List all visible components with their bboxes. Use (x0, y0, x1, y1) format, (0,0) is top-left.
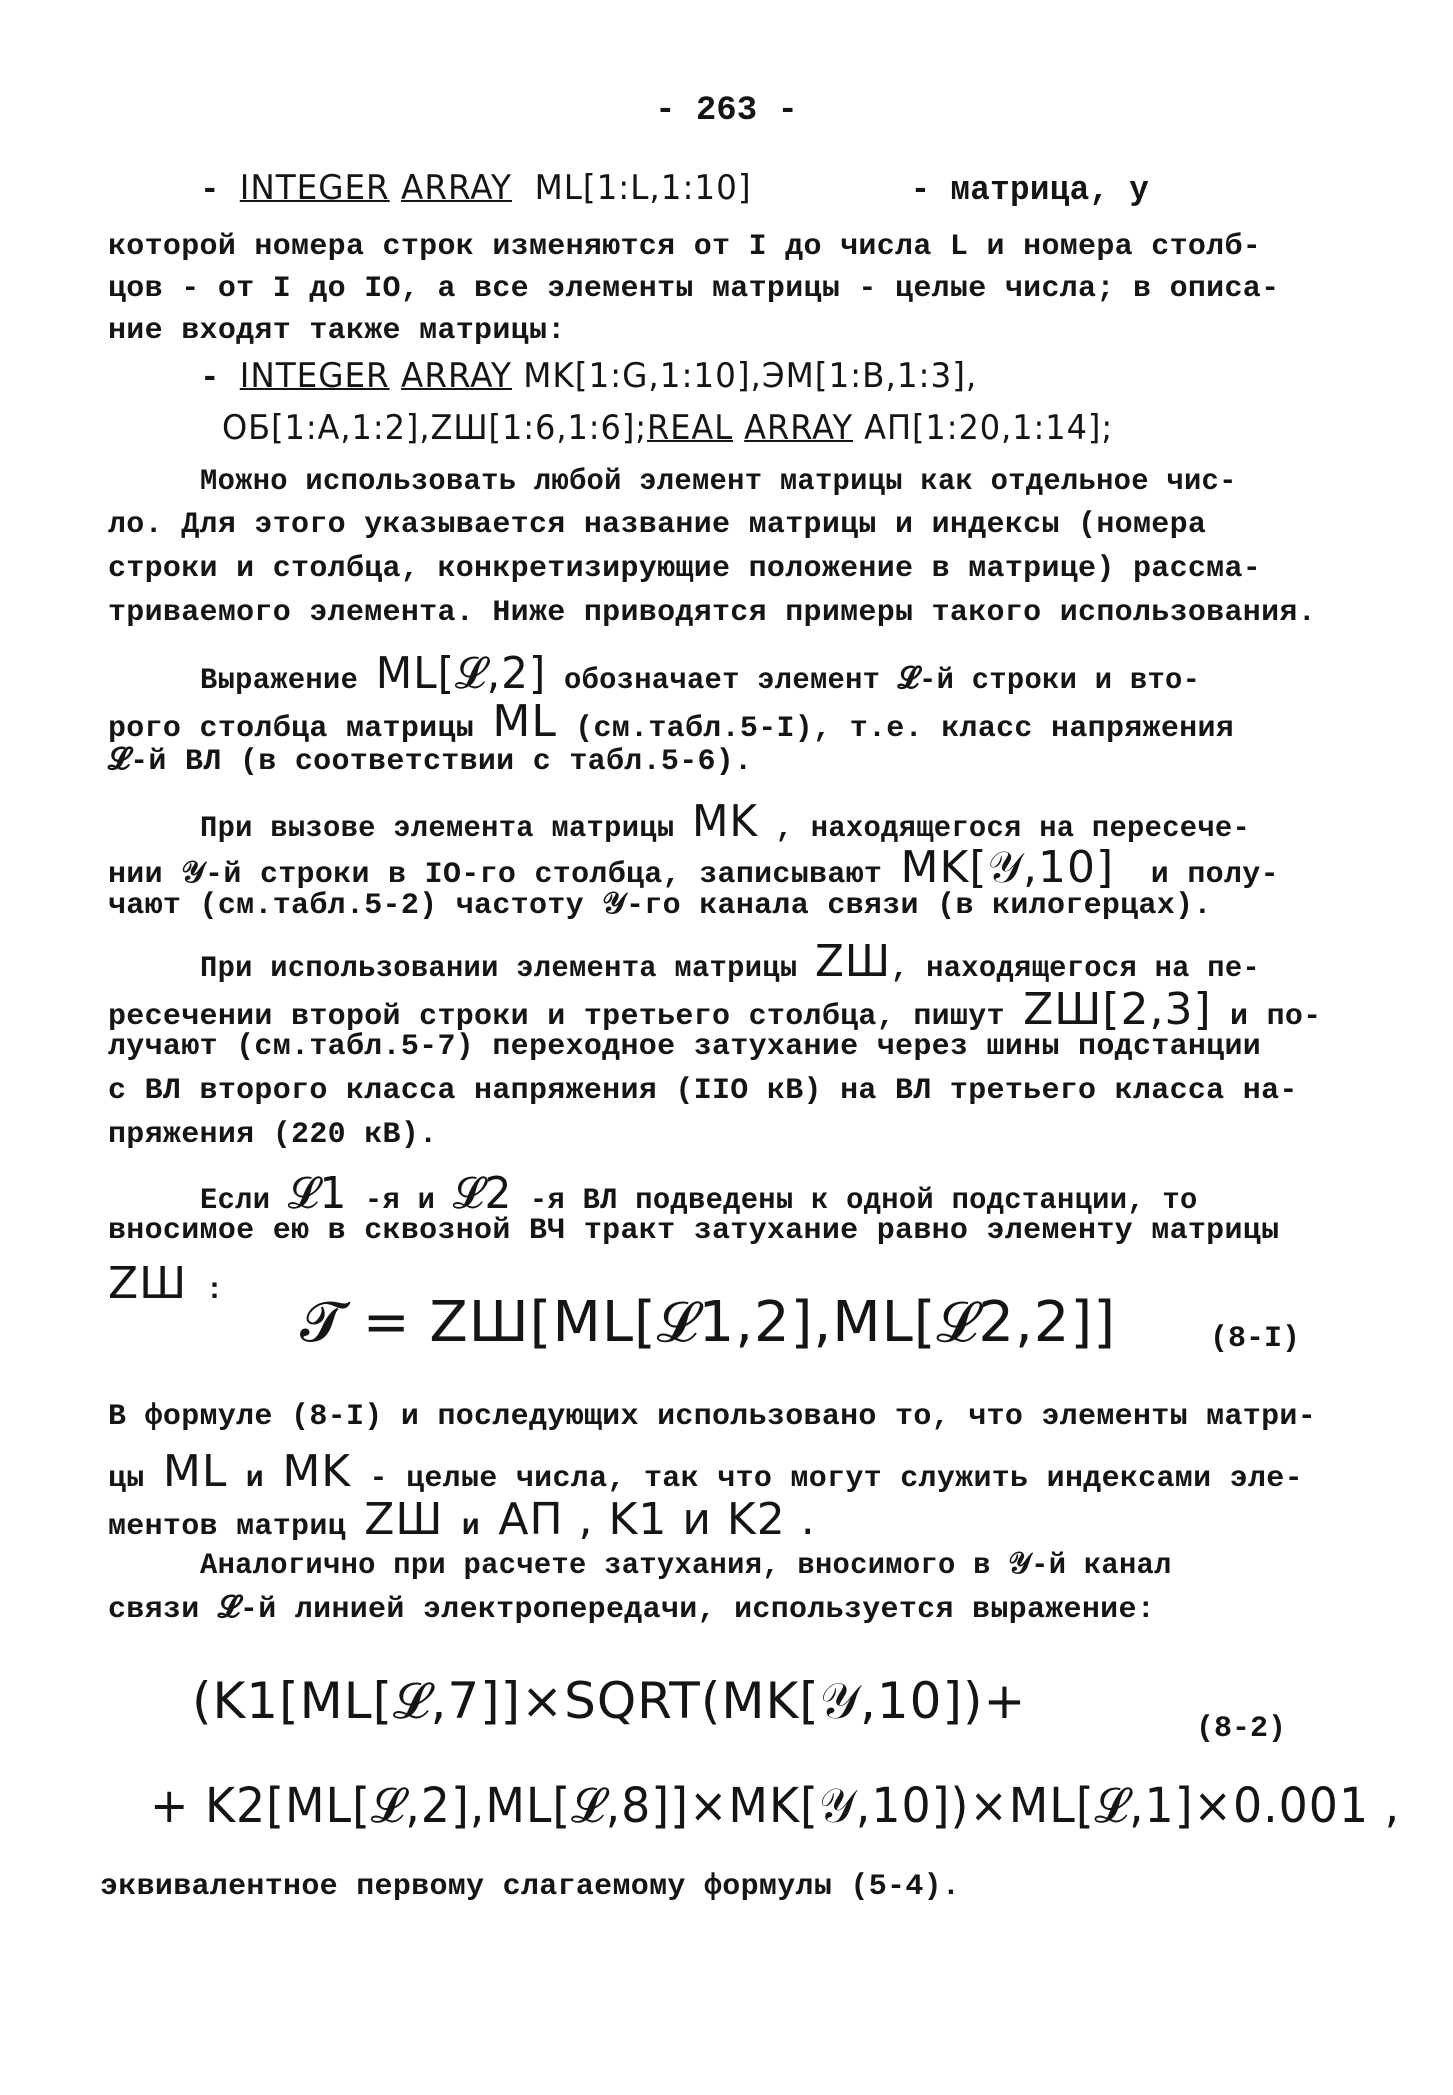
handwritten-insert: 𝓛2 (452, 1168, 513, 1219)
typed-text: Выражение (200, 664, 376, 698)
formula-8-2-number: (8-2) (1196, 1712, 1287, 1746)
handwritten-insert: ML[𝓛,2] (375, 648, 547, 699)
handwritten-insert: ML (492, 696, 557, 747)
handwritten-insert: ZШ[2,3] (1023, 984, 1212, 1035)
typed-text: пряжения (220 кВ). (108, 1118, 438, 1152)
typed-text: чают (см.табл.5-2) частоту 𝒴-го канала связи (в килогерцах). (108, 889, 1212, 923)
handwritten-insert: MK[1:G,1:10],ЭМ[1:B,1:3], (511, 356, 978, 396)
handwritten-insert: REAL (647, 408, 734, 448)
formula-8-2-line2: + K2[ML[𝓛,2],ML[𝓛,8]]×MK[𝒴,10])×ML[𝓛,1]×0.001 , (150, 1778, 1401, 1834)
handwritten-insert: MK (282, 1446, 352, 1497)
typed-text: нии 𝒴-й строки в IO-го столбца, записывают (108, 858, 901, 892)
handwritten-insert: ARRAY (401, 356, 512, 396)
handwritten-insert: INTEGER (239, 168, 390, 208)
text-line (108, 596, 1358, 630)
typed-text: связи 𝓛-й линией электропередачи, используется выражение: (108, 1593, 1156, 1627)
text-line (200, 1168, 1400, 1219)
typed-text: строки и столбца, конкретизирующие положение в матрице) рассма- (108, 552, 1262, 586)
handwritten-insert: 𝓛1 (287, 1168, 348, 1219)
text-line (200, 356, 1400, 398)
typed-text: При использовании элемента матрицы (200, 952, 815, 986)
text-line (108, 984, 1358, 1035)
typed-text: эквивалентное первому слагаемому формулы (5-4). (100, 1870, 961, 1904)
text-line (200, 936, 1400, 987)
typed-text: цов - от I до IO, а все элементы матрицы - целые числа; в описа- (108, 272, 1280, 306)
typed-text: ментов матриц (108, 1510, 365, 1544)
text-line (108, 1400, 1358, 1434)
text-line (200, 648, 1400, 699)
formula-8-2-line1: (K1[ML[𝓛,7]]×SQRT(MK[𝒴,10])+ (192, 1672, 1027, 1730)
handwritten-insert: MK[𝒴,10] (900, 842, 1115, 893)
typed-text: - матрица, у (751, 172, 1150, 210)
typed-text: : (187, 1274, 224, 1308)
text-line (222, 408, 1400, 450)
handwritten-insert (390, 168, 401, 208)
text-line (108, 230, 1358, 264)
page-number: - 263 - (655, 92, 798, 130)
handwritten-insert: ZШ (108, 1258, 188, 1309)
text-line (200, 796, 1400, 847)
typed-text: ние входят также матрицы: (108, 314, 566, 348)
typed-text: и по- (1211, 1000, 1322, 1034)
handwritten-insert: ОБ[1:A,1:2],ZШ[1:6,1:6]; (222, 408, 648, 448)
text-line (108, 744, 1358, 779)
handwritten-insert: ZШ (364, 1494, 444, 1545)
typed-text: - (200, 172, 240, 210)
typed-text: - целые числа, так что могут служить индексами эле- (351, 1462, 1303, 1496)
typed-text: , находящегося на пе- (891, 952, 1261, 986)
text-line (108, 1030, 1358, 1064)
typed-text: В формуле (8-I) и последующих использовано то, что элементы матри- (108, 1400, 1316, 1434)
text-line (200, 168, 1400, 210)
text-line (108, 1446, 1358, 1497)
typed-text: и (227, 1462, 283, 1496)
typed-text: Если (200, 1184, 288, 1218)
typed-text: При вызове элемента матрицы (200, 812, 692, 846)
text-line (200, 1548, 1400, 1583)
typed-text: ло. Для этого указывается название матрицы и индексы (номера (108, 508, 1207, 542)
handwritten-insert: ZШ (814, 936, 892, 987)
text-line (108, 1592, 1358, 1627)
typed-text: с ВЛ второго класса напряжения (IIO кВ) на ВЛ третьего класса на- (108, 1074, 1298, 1108)
typed-text: , находящегося на пересече- (758, 812, 1251, 846)
typed-text: и полу- (1114, 858, 1279, 892)
typed-text: лучают (см.табл.5-7) переходное затухание через шины подстанции (108, 1030, 1262, 1064)
handwritten-insert: INTEGER (239, 356, 390, 396)
handwritten-insert: АП[1:20,1:14]; (852, 408, 1114, 448)
handwritten-insert: ARRAY (744, 408, 853, 448)
text-line (108, 1494, 1358, 1545)
typed-text: рого столбца матрицы (108, 712, 493, 746)
formula-8-1-number: (8-I) (1210, 1322, 1301, 1356)
typed-text: (см.табл.5-I), т.е. класс напряжения (556, 712, 1235, 746)
handwritten-insert: ML (162, 1446, 228, 1497)
text-line (108, 552, 1358, 586)
text-line (200, 465, 1400, 499)
handwritten-insert: ML[1:L,1:10] (511, 168, 752, 208)
typed-text: 𝓛-й ВЛ (в соответствии с табл.5-6). (108, 745, 753, 779)
text-line (108, 1214, 1358, 1248)
text-line (108, 272, 1358, 306)
typed-text: триваемого элемента. Ниже приводятся примеры такого использования. (108, 596, 1316, 630)
handwritten-insert (733, 408, 744, 448)
text-line (108, 696, 1358, 747)
typed-text: и (443, 1510, 499, 1544)
typed-text: которой номера строк изменяются от I до числа L и номера столб- (108, 230, 1262, 264)
handwritten-insert: АП , K1 и K2 . (498, 1494, 816, 1545)
text-line (108, 1118, 1358, 1152)
typed-text: -я ВЛ подведены к одной подстанции, то (512, 1184, 1198, 1218)
typed-text: - (200, 360, 240, 398)
text-line (100, 1870, 1350, 1904)
text-line (108, 314, 1358, 348)
handwritten-insert: MK (691, 796, 759, 847)
text-line (108, 888, 1358, 923)
formula-8-1: 𝓣 = ZШ[ML[𝓛1,2],ML[𝓛2,2]] (300, 1290, 1117, 1355)
typed-text: цы (108, 1462, 163, 1496)
text-line (108, 842, 1358, 893)
text-line (108, 508, 1358, 542)
typed-text: Аналогично при расчете затухания, вносимого в 𝒴-й канал (200, 1549, 1172, 1583)
typed-text: -я и (347, 1184, 453, 1218)
typed-text: ресечении второй строки и третьего столбца, пишут (108, 1000, 1024, 1034)
handwritten-insert: ARRAY (401, 168, 512, 208)
handwritten-insert (390, 356, 401, 396)
typed-text: вносимое ею в сквозной ВЧ тракт затухание равно элементу матрицы (108, 1214, 1280, 1248)
typed-text: обозначает элемент 𝓛-й строки и вто- (546, 664, 1201, 698)
typed-text: Можно использовать любой элемент матрицы как отдельное чис- (200, 465, 1237, 499)
text-line (108, 1074, 1358, 1108)
